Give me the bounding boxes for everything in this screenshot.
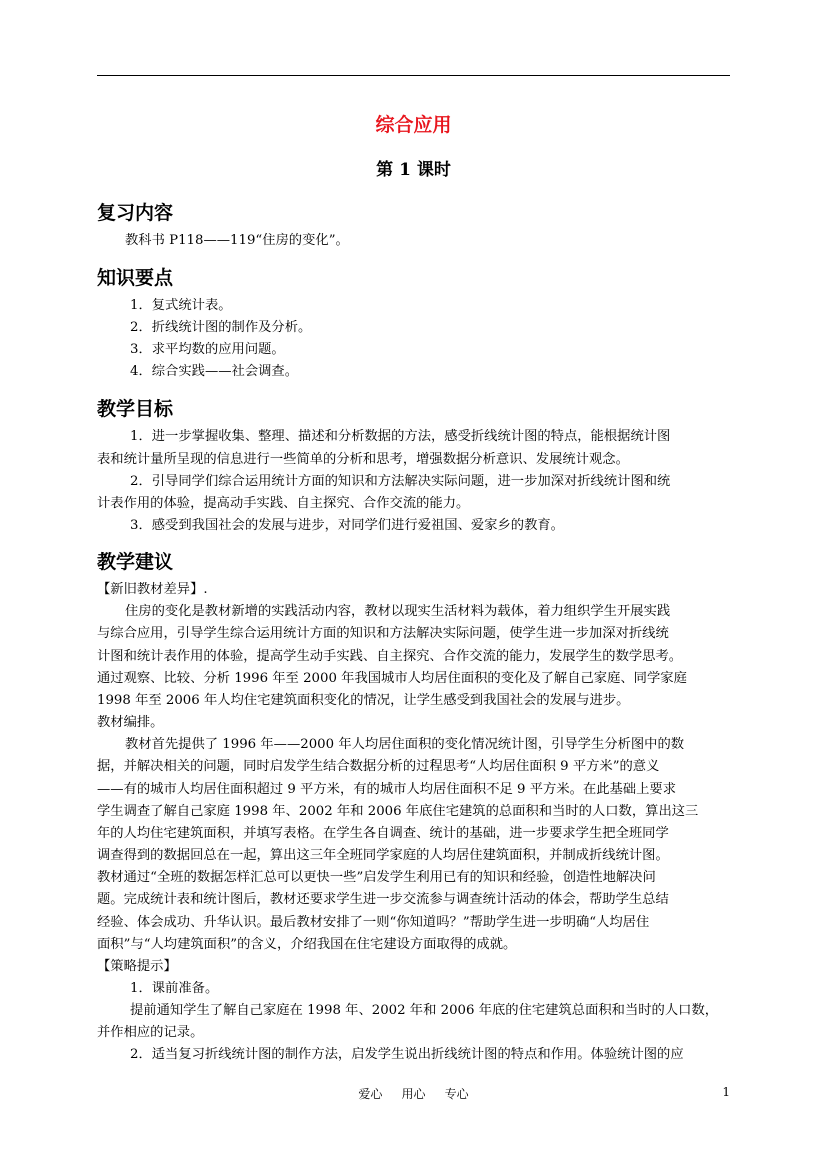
- advice-line: 学生调查了解自己家庭 1998 年、2002 年和 2006 年底住宅建筑的总面积和当时的人口数，算出这三: [97, 804, 699, 819]
- goals-line: 3．感受到我国社会的发展与进步，对同学们进行爱祖国、爱家乡的教育。: [130, 518, 564, 533]
- footer-motto: 爱心 用心 专心: [358, 1087, 469, 1101]
- advice-line: 调查得到的数据回总在一起，算出这三年全班同学家庭的人均居住建筑面积，并制成折线统计图。: [97, 848, 669, 863]
- advice-line: 教材通过“全班的数据怎样汇总可以更快一些”启发学生利用已有的知识和经验，创造性地解决问: [97, 870, 656, 885]
- knowledge-item: 1．复式统计表。: [130, 298, 232, 313]
- goals-line: 2．引导同学们综合运用统计方面的知识和方法解决实际问题，进一步加深对折线统计图和统: [130, 474, 671, 489]
- page-number: 1: [722, 1085, 730, 1099]
- advice-line: 与综合应用，引导学生综合运用统计方面的知识和方法解决实际问题，使学生进一步加深对折线统: [97, 626, 669, 641]
- advice-line: 住房的变化是教材新增的实践活动内容，教材以现实生活材料为载体，着力组织学生开展实践: [125, 604, 671, 619]
- review-text: 教科书 P118——119“住房的变化”。: [125, 233, 349, 248]
- review-heading: 复习内容: [97, 202, 174, 224]
- advice-line: 【策略提示】: [97, 959, 177, 974]
- advice-line: 题。完成统计表和统计图后，教材还要求学生进一步交流参与调查统计活动的体会，帮助学生总结: [97, 892, 669, 907]
- advice-line: ——有的城市人均居住面积超过 9 平方米，有的城市人均居住面积不足 9 平方米。在此基础上要求: [97, 782, 676, 797]
- advice-line: 面积”与“人均建筑面积”的含义，介绍我国在住宅建设方面取得的成就。: [97, 937, 517, 952]
- header-rule: [97, 75, 730, 76]
- advice-line: 【新旧教材差异】.: [97, 582, 208, 597]
- knowledge-item: 4．综合实践——社会调查。: [130, 364, 299, 379]
- advice-heading: 教学建议: [97, 551, 174, 573]
- advice-line: 2．适当复习折线统计图的制作方法，启发学生说出折线统计图的特点和作用。体验统计图的应: [130, 1047, 684, 1062]
- goals-line: 表和统计量所呈现的信息进行一些简单的分析和思考，增强数据分析意识、发展统计观念。: [97, 452, 629, 467]
- knowledge-item: 2．折线统计图的制作及分析。: [130, 320, 312, 335]
- advice-line: 通过观察、比较、分析 1996 年至 2000 年我国城市人均居住面积的变化及了解自己家庭、同学家庭: [97, 671, 687, 686]
- advice-line: 提前通知学生了解自己家庭在 1998 年、2002 年和 2006 年底的住宅建筑总面积和当时的人口数，: [130, 1003, 719, 1018]
- goals-heading: 教学目标: [97, 398, 174, 420]
- lesson-subtitle: 第 1 课时: [376, 160, 451, 180]
- advice-line: 教材编排。: [97, 715, 164, 730]
- goals-line: 1．进一步掌握收集、整理、描述和分析数据的方法，感受折线统计图的特点，能根据统计图: [130, 429, 671, 444]
- page-title: 综合应用: [375, 114, 452, 136]
- goals-line: 计表作用的体验，提高动手实践、自主探究、合作交流的能力。: [97, 496, 470, 511]
- advice-line: 并作相应的记录。: [97, 1025, 204, 1040]
- advice-line: 年的人均住宅建筑面积，并填写表格。在学生各自调查、统计的基础，进一步要求学生把全班同学: [97, 826, 669, 841]
- advice-line: 1．课前准备。: [130, 981, 219, 996]
- advice-line: 计图和统计表作用的体验，提高学生动手实践、自主探究、合作交流的能力，发展学生的数学思考。: [97, 649, 683, 664]
- knowledge-item: 3．求平均数的应用问题。: [130, 342, 285, 357]
- advice-line: 1998 年至 2006 年人均住宅建筑面积变化的情况，让学生感受到我国社会的发展与进步。: [97, 693, 630, 708]
- knowledge-heading: 知识要点: [97, 267, 174, 289]
- advice-line: 据，并解决相关的问题，同时启发学生结合数据分析的过程思考“人均居住面积 9 平方米”的意义: [97, 759, 660, 774]
- advice-line: 教材首先提供了 1996 年——2000 年人均居住面积的变化情况统计图，引导学生分析图中的数: [125, 737, 685, 752]
- advice-line: 经验、体会成功、升华认识。最后教材安排了一则“你知道吗？”帮助学生进一步明确“人均居住: [97, 915, 650, 930]
